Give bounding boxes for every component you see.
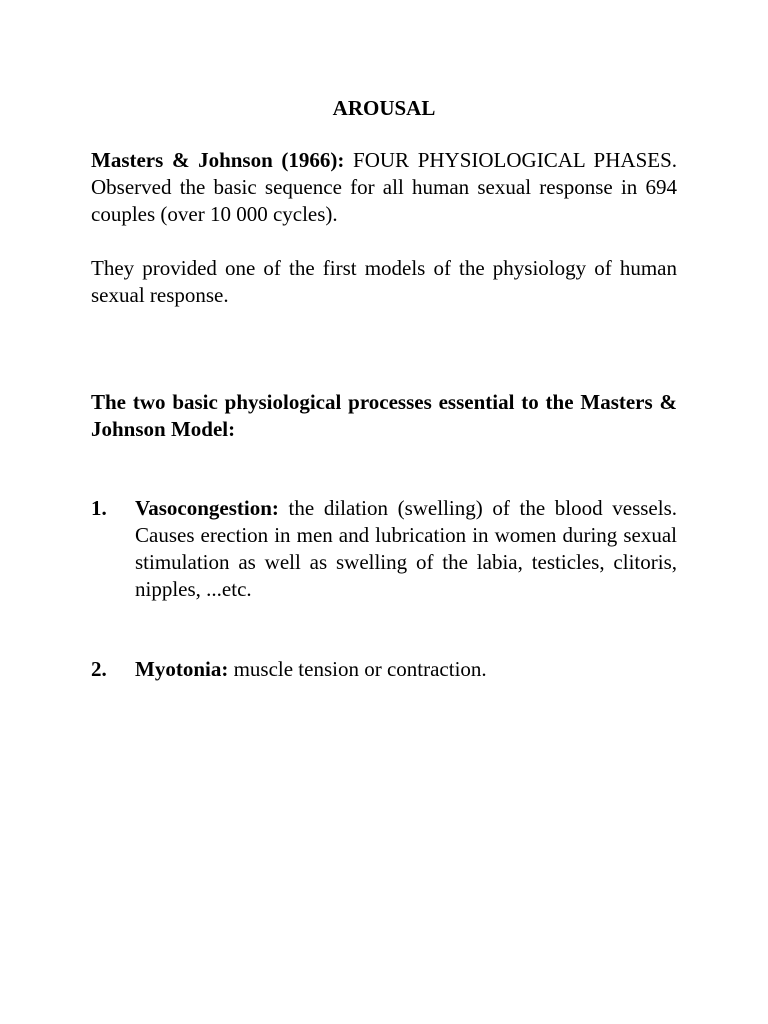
- paragraph-masters-johnson: [91, 147, 677, 228]
- paragraph-processes-heading: The two basic physiological processes essential to the Masters & Johnson Model:: [91, 390, 677, 441]
- list-item-number: 2.: [91, 657, 107, 681]
- list-item-term: Vasocongestion:: [135, 496, 279, 520]
- list-item-term: Myotonia:: [135, 657, 229, 681]
- list-item: [91, 495, 677, 603]
- list-item: [91, 656, 677, 683]
- paragraph-text: FOUR PHYSIOLOGICAL PHASES. Observed the basic sequence for all human sexual response in 694 couples (over 10 000 cycles).: [91, 148, 678, 226]
- document-title: AROUSAL: [332, 96, 436, 120]
- list-item-text: [135, 495, 677, 603]
- paragraph-models: They provided one of the first models of the physiology of human sexual response.: [91, 256, 677, 307]
- list-item-number: 1.: [91, 496, 107, 520]
- list-item-text: [135, 656, 677, 683]
- list-item-description: the dilation (swelling) of the blood vessels. Causes erection in men and lubrication in women during sexual stimulation as well as swelling of the labia, testicles, clitoris, nipples, ...etc.: [135, 496, 677, 601]
- paragraph-lead: Masters & Johnson (1966):: [91, 148, 345, 172]
- list-item-description: muscle tension or contraction.: [228, 657, 487, 681]
